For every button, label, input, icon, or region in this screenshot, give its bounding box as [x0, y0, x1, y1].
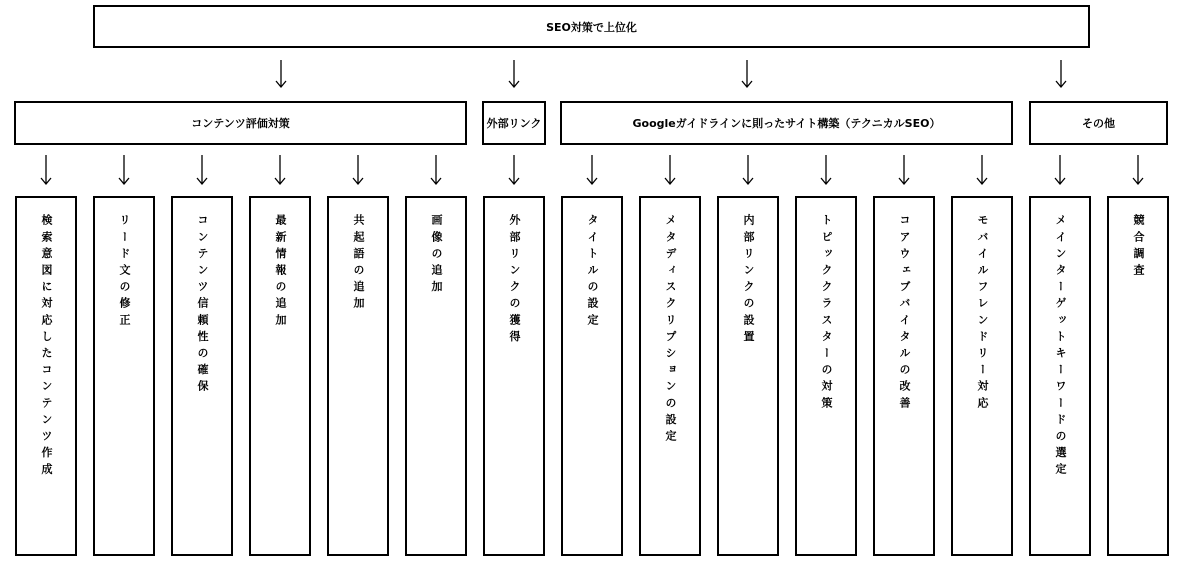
item-label: 最新情報の追加 — [274, 214, 287, 331]
category-label: Googleガイドラインに則ったサイト構築（テクニカルSEO） — [632, 117, 941, 130]
category-technical-seo — [560, 101, 1013, 145]
arrow-down-icon — [820, 155, 832, 185]
item-node — [951, 196, 1013, 556]
item-node — [405, 196, 467, 556]
item-label: 競合調査 — [1132, 214, 1145, 281]
item-label: 検索意図に対応したコンテンツ作成 — [40, 214, 53, 480]
category-label: その他 — [1082, 117, 1115, 130]
root-node — [93, 5, 1090, 48]
item-node — [1107, 196, 1169, 556]
arrow-down-icon — [274, 155, 286, 185]
arrow-down-icon — [1132, 155, 1144, 185]
item-node — [171, 196, 233, 556]
item-label: 外部リンクの獲得 — [508, 214, 521, 347]
item-node — [1029, 196, 1091, 556]
item-label: 内部リンクの設置 — [742, 214, 755, 347]
arrow-down-icon — [976, 155, 988, 185]
item-node — [873, 196, 935, 556]
item-node — [93, 196, 155, 556]
item-node — [639, 196, 701, 556]
item-label: メタディスクリプションの設定 — [664, 214, 677, 447]
arrow-down-icon — [196, 155, 208, 185]
category-external-links — [482, 101, 546, 145]
item-node — [483, 196, 545, 556]
item-label: コンテンツ信頼性の確保 — [196, 214, 209, 397]
arrow-down-icon — [741, 60, 753, 88]
arrow-down-icon — [508, 60, 520, 88]
arrow-down-icon — [430, 155, 442, 185]
arrow-down-icon — [1054, 155, 1066, 185]
arrow-down-icon — [898, 155, 910, 185]
item-node — [717, 196, 779, 556]
item-label: メインターゲットキーワードの選定 — [1054, 214, 1067, 480]
item-label: コアウェブバイタルの改善 — [898, 214, 911, 414]
root-label: SEO対策で上位化 — [546, 20, 637, 34]
category-label: コンテンツ評価対策 — [191, 117, 290, 130]
category-content-evaluation — [14, 101, 467, 145]
arrow-down-icon — [508, 155, 520, 185]
item-node — [249, 196, 311, 556]
arrow-down-icon — [352, 155, 364, 185]
arrow-down-icon — [1055, 60, 1067, 88]
arrow-down-icon — [586, 155, 598, 185]
item-label: 画像の追加 — [430, 214, 443, 297]
item-label: 共起語の追加 — [352, 214, 365, 314]
item-node — [15, 196, 77, 556]
arrow-down-icon — [275, 60, 287, 88]
arrow-down-icon — [40, 155, 52, 185]
item-node — [795, 196, 857, 556]
category-other — [1029, 101, 1168, 145]
category-label: 外部リンク — [486, 117, 542, 130]
arrow-down-icon — [118, 155, 130, 185]
item-label: モバイルフレンドリー対応 — [976, 214, 989, 414]
item-node — [327, 196, 389, 556]
arrow-down-icon — [742, 155, 754, 185]
item-label: トピッククラスターの対策 — [820, 214, 833, 414]
item-label: リード文の修正 — [118, 214, 131, 331]
item-node — [561, 196, 623, 556]
item-label: タイトルの設定 — [586, 214, 599, 331]
arrow-down-icon — [664, 155, 676, 185]
